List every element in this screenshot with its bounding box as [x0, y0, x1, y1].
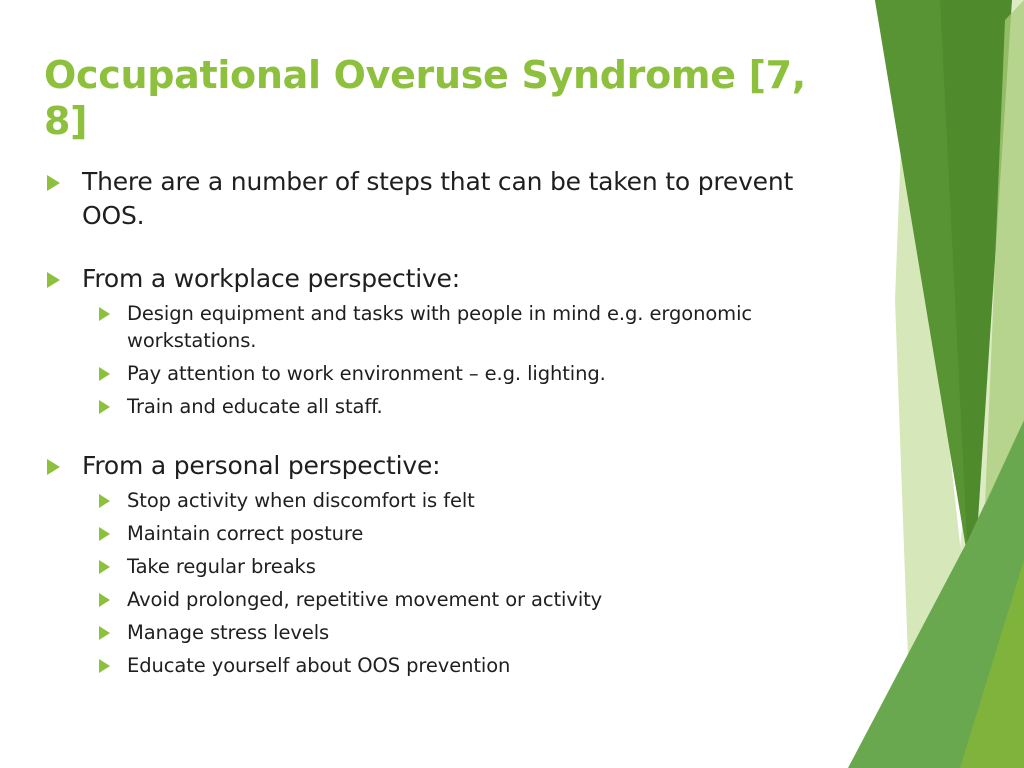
- triangle-right-icon: [99, 593, 110, 607]
- bullet-intro-text: There are a number of steps that can be taken to prevent OOS.: [82, 167, 794, 230]
- personal-item-text: Take regular breaks: [127, 555, 316, 578]
- triangle-right-icon: [99, 494, 110, 508]
- personal-item-text: Avoid prolonged, repetitive movement or activity: [127, 588, 603, 611]
- triangle-right-icon: [99, 367, 110, 381]
- bullet-workplace-heading: [44, 262, 834, 296]
- workplace-item: [127, 393, 834, 420]
- personal-item-text: Manage stress levels: [127, 621, 330, 644]
- personal-item: [127, 619, 834, 646]
- triangle-right-icon: [47, 272, 60, 288]
- triangle-right-icon: [99, 560, 110, 574]
- personal-heading-text: From a personal perspective:: [82, 451, 441, 480]
- personal-item: [127, 586, 834, 613]
- workplace-heading-text: From a workplace perspective:: [82, 264, 460, 293]
- triangle-right-icon: [47, 459, 60, 475]
- personal-item: [127, 652, 834, 679]
- triangle-right-icon: [99, 400, 110, 414]
- triangle-right-icon: [99, 659, 110, 673]
- workplace-item: [127, 360, 834, 387]
- triangle-right-icon: [47, 175, 60, 191]
- personal-item: [127, 487, 834, 514]
- workplace-item: [127, 300, 834, 354]
- bullet-intro: [44, 165, 834, 233]
- workplace-item-text: Design equipment and tasks with people in mind e.g. ergonomic workstations.: [127, 302, 753, 352]
- slide-title: Occupational Overuse Syndrome [7, 8]: [44, 53, 806, 143]
- workplace-item-text: Pay attention to work environment – e.g. lighting.: [127, 362, 606, 385]
- personal-item-text: Stop activity when discomfort is felt: [127, 489, 475, 512]
- slide-body: [44, 165, 834, 679]
- personal-item-text: Maintain correct posture: [127, 522, 364, 545]
- triangle-right-icon: [99, 307, 110, 321]
- personal-item: [127, 553, 834, 580]
- triangle-right-icon: [99, 626, 110, 640]
- personal-item: [127, 520, 834, 547]
- workplace-item-text: Train and educate all staff.: [127, 395, 383, 418]
- bullet-personal-heading: [44, 449, 834, 483]
- triangle-right-icon: [99, 527, 110, 541]
- personal-item-text: Educate yourself about OOS prevention: [127, 654, 511, 677]
